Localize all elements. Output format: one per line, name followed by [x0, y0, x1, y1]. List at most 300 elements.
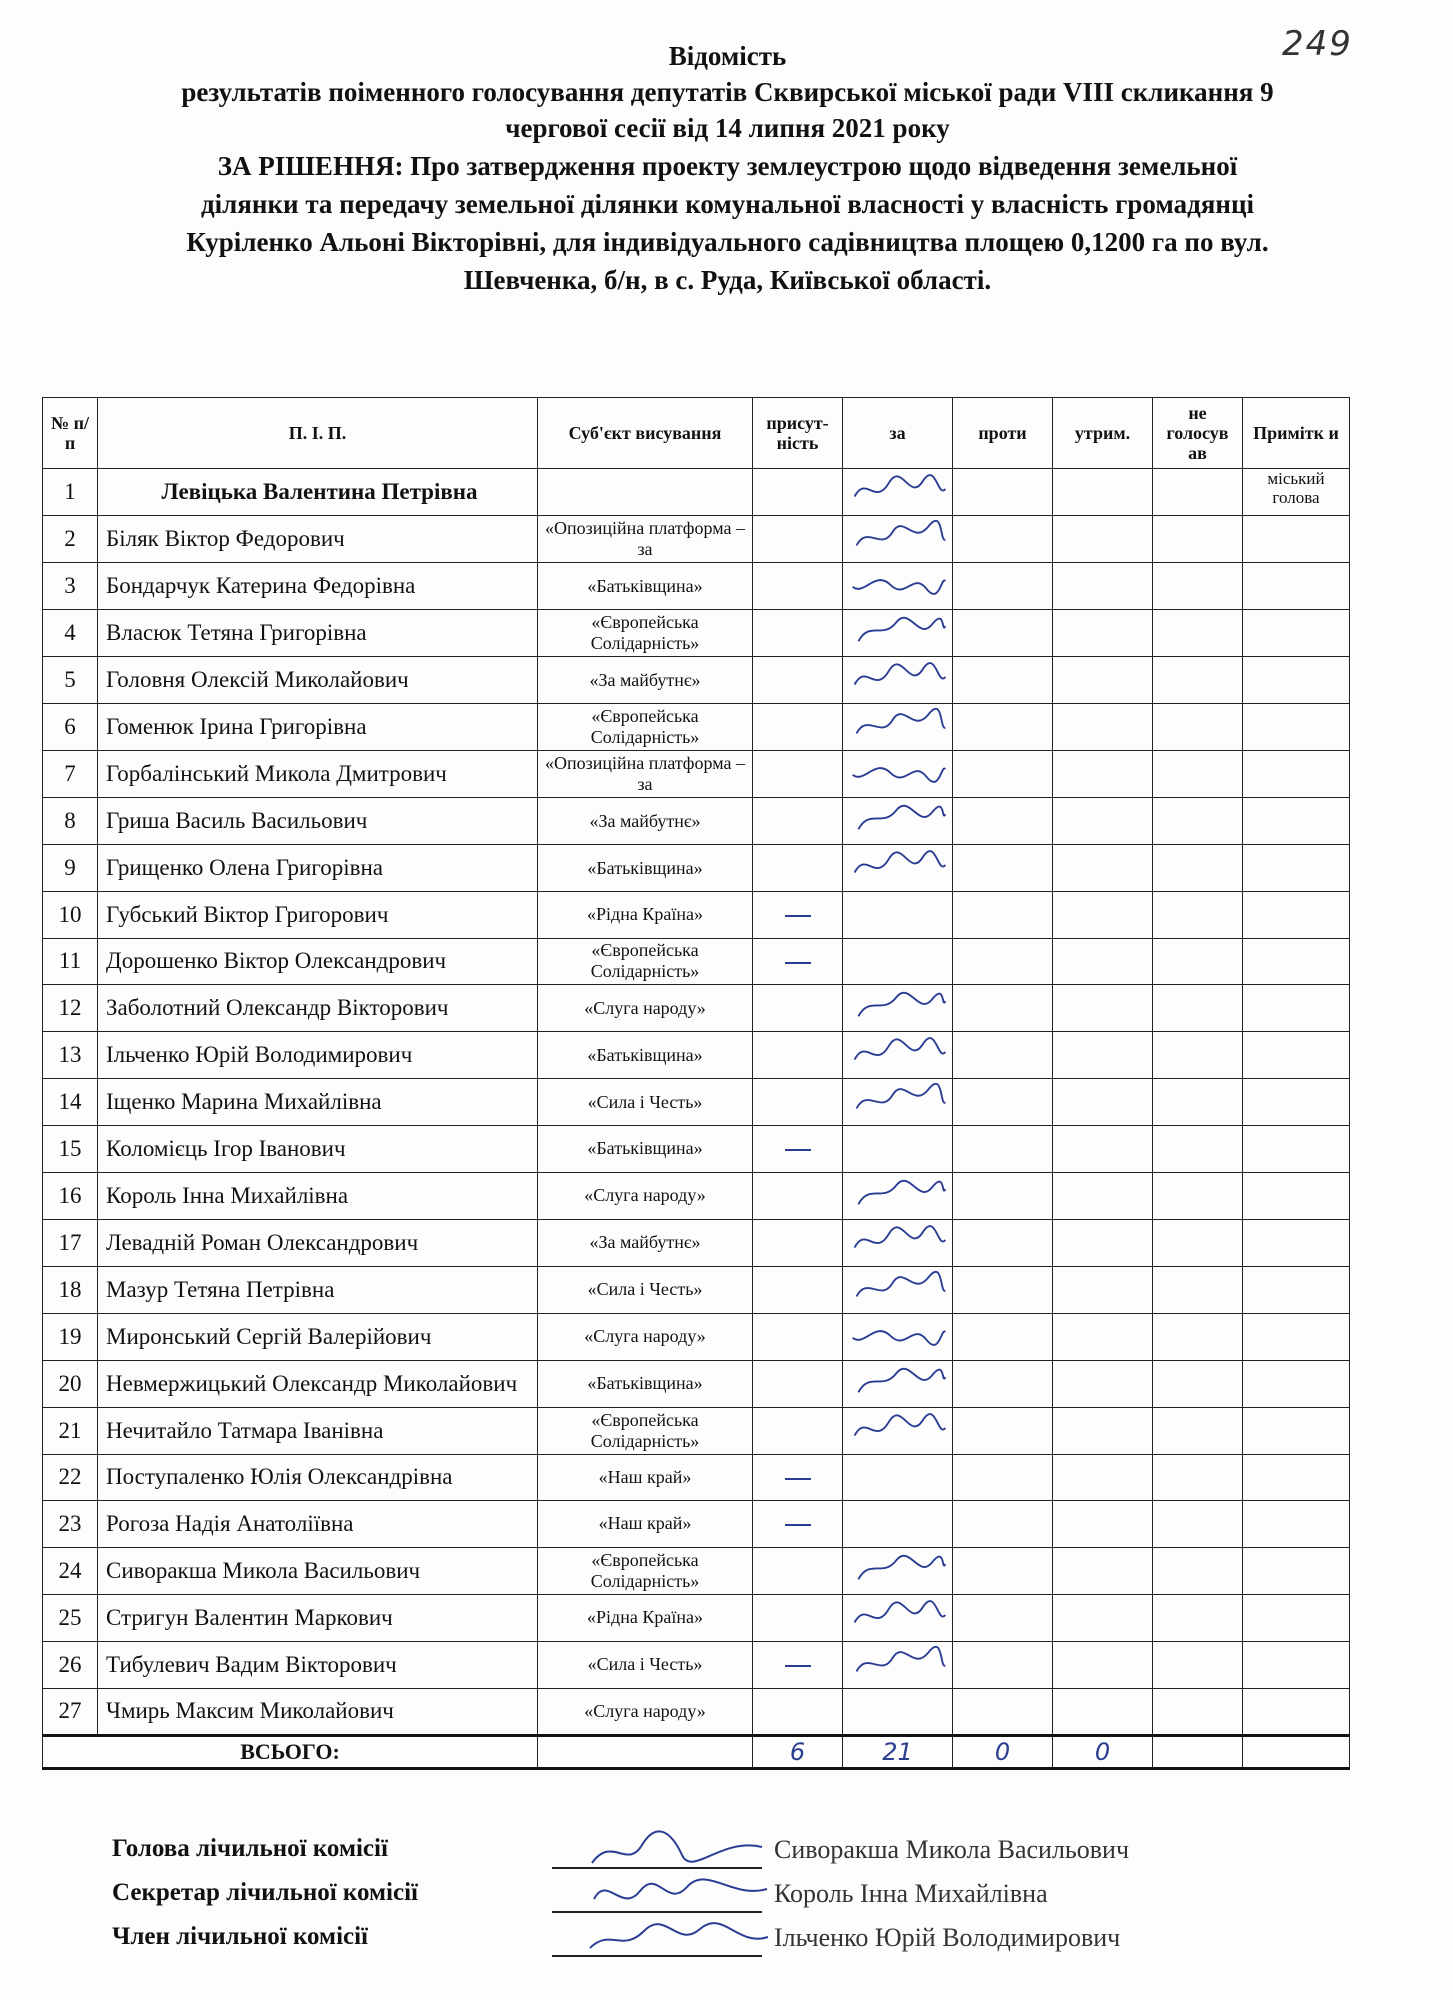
- vote-abstain-cell: [1053, 1454, 1153, 1501]
- note-cell: [1243, 610, 1350, 657]
- deputy-party: «Батьківщина»: [538, 1360, 753, 1407]
- deputy-party: «За майбутнє»: [538, 1219, 753, 1266]
- commission-person: Ільченко Юрій Володимирович: [774, 1923, 1121, 1952]
- vote-against-cell: [953, 1501, 1053, 1548]
- vote-for-cell: [843, 704, 953, 751]
- presence-cell: [753, 938, 843, 985]
- vote-against-cell: [953, 1407, 1053, 1454]
- note-cell: [1243, 516, 1350, 563]
- vote-for-cell: [843, 1641, 953, 1688]
- signature-image: [847, 1079, 951, 1119]
- deputy-party: «Європейська Солідарність»: [538, 1407, 753, 1454]
- vote-for-cell: [843, 938, 953, 985]
- table-header-row: [43, 398, 1350, 469]
- vote-against-cell: [953, 1219, 1053, 1266]
- note-cell: [1243, 892, 1350, 939]
- presence-cell: [753, 1266, 843, 1313]
- presence-cell: [753, 1454, 843, 1501]
- vote-for-cell: [843, 1126, 953, 1173]
- not-voted-cell: [1153, 1547, 1243, 1594]
- note-cell: [1243, 1454, 1350, 1501]
- vote-abstain-cell: [1053, 469, 1153, 516]
- row-num: 11: [43, 938, 98, 985]
- deputy-party: «За майбутнє»: [538, 798, 753, 845]
- deputy-name: Левадній Роман Олександрович: [98, 1219, 538, 1266]
- vote-against-cell: [953, 1688, 1053, 1736]
- note-cell: [1243, 1547, 1350, 1594]
- vote-for-cell: [843, 516, 953, 563]
- row-num: 26: [43, 1641, 98, 1688]
- row-num: 9: [43, 845, 98, 892]
- deputy-name: Рогоза Надія Анатоліївна: [98, 1501, 538, 1548]
- row-num: 15: [43, 1126, 98, 1173]
- note-cell: [1243, 1266, 1350, 1313]
- table-row: [43, 938, 1350, 985]
- row-num: 24: [43, 1547, 98, 1594]
- vote-for-cell: [843, 845, 953, 892]
- note-cell: [1243, 1032, 1350, 1079]
- row-num: 19: [43, 1313, 98, 1360]
- deputy-party: «Слуга народу»: [538, 1313, 753, 1360]
- signature-image: [847, 1642, 951, 1682]
- voting-table: [42, 397, 1350, 1770]
- vote-for-cell: [843, 1594, 953, 1641]
- note-cell: [1243, 1594, 1350, 1641]
- vote-for-cell: [843, 1501, 953, 1548]
- header-for: за: [843, 398, 953, 469]
- totals-party: [538, 1736, 753, 1769]
- not-voted-cell: [1153, 610, 1243, 657]
- vote-abstain-cell: [1053, 985, 1153, 1032]
- presence-cell: [753, 610, 843, 657]
- presence-cell: [753, 1501, 843, 1548]
- deputy-name: Гоменюк Ірина Григорівна: [98, 704, 538, 751]
- vote-for-cell: [843, 1266, 953, 1313]
- signature-image: [847, 1032, 951, 1072]
- vote-against-cell: [953, 1454, 1053, 1501]
- row-num: 4: [43, 610, 98, 657]
- deputy-party: «Сила і Честь»: [538, 1266, 753, 1313]
- deputy-party: «Європейська Солідарність»: [538, 704, 753, 751]
- table-row: [43, 1594, 1350, 1641]
- presence-cell: [753, 516, 843, 563]
- deputy-name: Гриша Василь Васильович: [98, 798, 538, 845]
- not-voted-cell: [1153, 1688, 1243, 1736]
- deputy-name: Нечитайло Татмара Іванівна: [98, 1407, 538, 1454]
- row-num: 10: [43, 892, 98, 939]
- vote-for-cell: [843, 1547, 953, 1594]
- not-voted-cell: [1153, 798, 1243, 845]
- vote-for-cell: [843, 798, 953, 845]
- row-num: 12: [43, 985, 98, 1032]
- table-row: [43, 1313, 1350, 1360]
- deputy-name: Головня Олексій Миколайович: [98, 657, 538, 704]
- absence-dash: [785, 1149, 811, 1151]
- commission-row: [112, 1923, 1262, 1967]
- signature-image: [847, 1173, 951, 1213]
- table-row: [43, 845, 1350, 892]
- deputy-name: Тибулевич Вадим Вікторович: [98, 1641, 538, 1688]
- row-num: 2: [43, 516, 98, 563]
- signature-image: [847, 798, 951, 838]
- header-present: присут-ність: [753, 398, 843, 469]
- vote-against-cell: [953, 985, 1053, 1032]
- row-num: 21: [43, 1407, 98, 1454]
- vote-abstain-cell: [1053, 516, 1153, 563]
- decision-line-3: Куріленко Альоні Вікторівні, для індивідуального садівництва площею 0,1200 га по вул.: [186, 227, 1269, 257]
- presence-cell: [753, 704, 843, 751]
- note-cell: [1243, 1313, 1350, 1360]
- page-number: 249: [1282, 24, 1353, 64]
- vote-for-cell: [843, 985, 953, 1032]
- vote-for-cell: [843, 892, 953, 939]
- deputy-name: Ільченко Юрій Володимирович: [98, 1032, 538, 1079]
- document-subtitle-line-1: результатів поіменного голосування депутатів Сквирської міської ради VIII скликання 9: [181, 77, 1274, 107]
- signature-image: [847, 516, 951, 556]
- table-body: [43, 469, 1350, 1736]
- vote-abstain-cell: [1053, 1313, 1153, 1360]
- not-voted-cell: [1153, 1501, 1243, 1548]
- totals-for: 21: [843, 1736, 953, 1769]
- vote-for-cell: [843, 751, 953, 798]
- not-voted-cell: [1153, 1360, 1243, 1407]
- vote-for-cell: [843, 1454, 953, 1501]
- deputy-party: «Наш край»: [538, 1501, 753, 1548]
- not-voted-cell: [1153, 1032, 1243, 1079]
- vote-against-cell: [953, 1313, 1053, 1360]
- not-voted-cell: [1153, 892, 1243, 939]
- not-voted-cell: [1153, 1266, 1243, 1313]
- vote-against-cell: [953, 704, 1053, 751]
- vote-abstain-cell: [1053, 1360, 1153, 1407]
- row-num: 13: [43, 1032, 98, 1079]
- deputy-name: Сиворакша Микола Васильович: [98, 1547, 538, 1594]
- deputy-name: Горбалінський Микола Дмитрович: [98, 751, 538, 798]
- presence-cell: [753, 1407, 843, 1454]
- commission-role: Член лічильної комісії: [112, 1923, 369, 1950]
- table-row: [43, 1547, 1350, 1594]
- deputy-party: «За майбутнє»: [538, 657, 753, 704]
- vote-abstain-cell: [1053, 704, 1153, 751]
- table-row: [43, 1501, 1350, 1548]
- row-num: 17: [43, 1219, 98, 1266]
- vote-for-cell: [843, 1079, 953, 1126]
- signature-image: [847, 469, 951, 509]
- note-cell: [1243, 1360, 1350, 1407]
- row-num: 22: [43, 1454, 98, 1501]
- presence-cell: [753, 1547, 843, 1594]
- not-voted-cell: [1153, 1079, 1243, 1126]
- vote-abstain-cell: [1053, 1172, 1153, 1219]
- signature-image: [847, 563, 951, 603]
- not-voted-cell: [1153, 1641, 1243, 1688]
- deputy-name: Бондарчук Катерина Федорівна: [98, 563, 538, 610]
- deputy-name: Поступаленко Юлія Олександрівна: [98, 1454, 538, 1501]
- vote-against-cell: [953, 516, 1053, 563]
- presence-cell: [753, 1219, 843, 1266]
- note-cell: [1243, 657, 1350, 704]
- absence-dash: [785, 1524, 811, 1526]
- vote-against-cell: [953, 1266, 1053, 1313]
- deputy-party: «Рідна Країна»: [538, 1594, 753, 1641]
- deputy-party: «Батьківщина»: [538, 1032, 753, 1079]
- vote-abstain-cell: [1053, 845, 1153, 892]
- deputy-party: «Слуга народу»: [538, 1172, 753, 1219]
- table-row: [43, 563, 1350, 610]
- commission-person: Сиворакша Микола Васильович: [774, 1835, 1130, 1864]
- header-against: проти: [953, 398, 1053, 469]
- note-cell: [1243, 985, 1350, 1032]
- signature-image: [847, 1267, 951, 1307]
- presence-cell: [753, 892, 843, 939]
- table-row: [43, 704, 1350, 751]
- not-voted-cell: [1153, 657, 1243, 704]
- vote-against-cell: [953, 798, 1053, 845]
- not-voted-cell: [1153, 751, 1243, 798]
- presence-cell: [753, 1360, 843, 1407]
- deputy-party: «Слуга народу»: [538, 985, 753, 1032]
- not-voted-cell: [1153, 1594, 1243, 1641]
- totals-against: 0: [953, 1736, 1053, 1769]
- vote-abstain-cell: [1053, 610, 1153, 657]
- note-cell: [1243, 1219, 1350, 1266]
- vote-against-cell: [953, 1126, 1053, 1173]
- deputy-name: Іщенко Марина Михайлівна: [98, 1079, 538, 1126]
- commission-role: Голова лічильної комісії: [112, 1835, 388, 1862]
- table-row: [43, 1079, 1350, 1126]
- vote-against-cell: [953, 1079, 1053, 1126]
- vote-abstain-cell: [1053, 657, 1153, 704]
- table-row: [43, 610, 1350, 657]
- note-cell: [1243, 1688, 1350, 1736]
- signature-line: [552, 1955, 762, 1957]
- not-voted-cell: [1153, 1313, 1243, 1360]
- signature-image: [847, 1314, 951, 1354]
- presence-cell: [753, 469, 843, 516]
- vote-against-cell: [953, 1172, 1053, 1219]
- vote-abstain-cell: [1053, 1641, 1153, 1688]
- presence-cell: [753, 751, 843, 798]
- not-voted-cell: [1153, 845, 1243, 892]
- absence-dash: [785, 1478, 811, 1480]
- table-row: [43, 1032, 1350, 1079]
- table-row: [43, 1266, 1350, 1313]
- table-row: [43, 751, 1350, 798]
- note-cell: [1243, 1501, 1350, 1548]
- note-cell: [1243, 751, 1350, 798]
- vote-against-cell: [953, 845, 1053, 892]
- row-num: 25: [43, 1594, 98, 1641]
- vote-for-cell: [843, 1688, 953, 1736]
- vote-against-cell: [953, 1360, 1053, 1407]
- deputy-party: «Батьківщина»: [538, 1126, 753, 1173]
- row-num: 27: [43, 1688, 98, 1736]
- vote-abstain-cell: [1053, 892, 1153, 939]
- vote-abstain-cell: [1053, 938, 1153, 985]
- deputy-name: Коломієць Ігор Іванович: [98, 1126, 538, 1173]
- table-row: [43, 1688, 1350, 1736]
- presence-cell: [753, 1688, 843, 1736]
- note-cell: [1243, 798, 1350, 845]
- header-notes: Примітк и: [1243, 398, 1350, 469]
- vote-against-cell: [953, 1594, 1053, 1641]
- absence-dash: [785, 915, 811, 917]
- presence-cell: [753, 845, 843, 892]
- not-voted-cell: [1153, 938, 1243, 985]
- presence-cell: [753, 798, 843, 845]
- vote-abstain-cell: [1053, 751, 1153, 798]
- deputy-name: Мазур Тетяна Петрівна: [98, 1266, 538, 1313]
- presence-cell: [753, 985, 843, 1032]
- presence-cell: [753, 563, 843, 610]
- table-row: [43, 657, 1350, 704]
- vote-for-cell: [843, 1407, 953, 1454]
- table-row: [43, 1407, 1350, 1454]
- signature-image: [847, 1220, 951, 1260]
- note-cell: [1243, 845, 1350, 892]
- document-subtitle-line-2: чергової сесії від 14 липня 2021 року: [505, 113, 950, 143]
- vote-for-cell: [843, 469, 953, 516]
- note-cell: [1243, 1407, 1350, 1454]
- row-num: 7: [43, 751, 98, 798]
- deputy-party: «Наш край»: [538, 1454, 753, 1501]
- table-row: [43, 469, 1350, 516]
- commission-person: Король Інна Михайлівна: [774, 1879, 1048, 1908]
- not-voted-cell: [1153, 1126, 1243, 1173]
- presence-cell: [753, 657, 843, 704]
- table-row: [43, 1219, 1350, 1266]
- document-header: [30, 38, 1425, 298]
- deputy-party: «Сила і Честь»: [538, 1079, 753, 1126]
- presence-cell: [753, 1313, 843, 1360]
- signature-image: [847, 1595, 951, 1635]
- signature-image: [847, 657, 951, 697]
- deputy-name: Невмержицький Олександр Миколайович: [98, 1360, 538, 1407]
- signature-image: [847, 1408, 951, 1448]
- table-row: [43, 1641, 1350, 1688]
- vote-abstain-cell: [1053, 563, 1153, 610]
- presence-cell: [753, 1032, 843, 1079]
- header-abstain: утрим.: [1053, 398, 1153, 469]
- vote-against-cell: [953, 563, 1053, 610]
- note-cell: [1243, 938, 1350, 985]
- deputy-party: «Опозиційна платформа – за: [538, 751, 753, 798]
- vote-against-cell: [953, 892, 1053, 939]
- signature-image: [847, 1361, 951, 1401]
- vote-abstain-cell: [1053, 1407, 1153, 1454]
- deputy-name: Власюк Тетяна Григорівна: [98, 610, 538, 657]
- header-not-voted: не голосув ав: [1153, 398, 1243, 469]
- vote-abstain-cell: [1053, 1126, 1153, 1173]
- vote-abstain-cell: [1053, 1688, 1153, 1736]
- note-cell: [1243, 563, 1350, 610]
- not-voted-cell: [1153, 985, 1243, 1032]
- decision-line-4: Шевченка, б/н, в с. Руда, Київської області.: [463, 265, 992, 295]
- totals-abstain: 0: [1053, 1736, 1153, 1769]
- presence-cell: [753, 1079, 843, 1126]
- vote-abstain-cell: [1053, 1079, 1153, 1126]
- table-row: [43, 798, 1350, 845]
- row-num: 14: [43, 1079, 98, 1126]
- not-voted-cell: [1153, 469, 1243, 516]
- row-num: 8: [43, 798, 98, 845]
- totals-present: 6: [753, 1736, 843, 1769]
- deputy-party: [538, 469, 753, 516]
- note-cell: [1243, 1079, 1350, 1126]
- signature-image: [847, 751, 951, 791]
- table-row: [43, 1360, 1350, 1407]
- not-voted-cell: [1153, 563, 1243, 610]
- signature-image: [847, 845, 951, 885]
- deputy-party: «Європейська Солідарність»: [538, 938, 753, 985]
- vote-abstain-cell: [1053, 1219, 1153, 1266]
- totals-label: ВСЬОГО:: [43, 1736, 538, 1769]
- deputy-name: Грищенко Олена Григорівна: [98, 845, 538, 892]
- note-cell: [1243, 1172, 1350, 1219]
- totals-row: [43, 1736, 1350, 1769]
- header-party: Суб'єкт висування: [538, 398, 753, 469]
- vote-abstain-cell: [1053, 1547, 1153, 1594]
- vote-against-cell: [953, 469, 1053, 516]
- presence-cell: [753, 1172, 843, 1219]
- vote-against-cell: [953, 610, 1053, 657]
- vote-abstain-cell: [1053, 1266, 1153, 1313]
- vote-abstain-cell: [1053, 1032, 1153, 1079]
- table-row: [43, 516, 1350, 563]
- row-num: 16: [43, 1172, 98, 1219]
- signature-image: [847, 1548, 951, 1588]
- signature-image: [847, 704, 951, 744]
- vote-against-cell: [953, 1547, 1053, 1594]
- deputy-party: «Батьківщина»: [538, 845, 753, 892]
- deputy-name: Чмирь Максим Миколайович: [98, 1688, 538, 1736]
- not-voted-cell: [1153, 516, 1243, 563]
- row-num: 5: [43, 657, 98, 704]
- presence-cell: [753, 1594, 843, 1641]
- vote-for-cell: [843, 563, 953, 610]
- row-num: 20: [43, 1360, 98, 1407]
- not-voted-cell: [1153, 1219, 1243, 1266]
- presence-cell: [753, 1126, 843, 1173]
- decision-line-2: ділянки та передачу земельної ділянки комунальної власності у власність громадянці: [201, 189, 1254, 219]
- table-row: [43, 1172, 1350, 1219]
- deputy-party: «Сила і Честь»: [538, 1641, 753, 1688]
- note-cell: [1243, 1126, 1350, 1173]
- deputy-name: Біляк Віктор Федорович: [98, 516, 538, 563]
- vote-for-cell: [843, 1360, 953, 1407]
- vote-abstain-cell: [1053, 1594, 1153, 1641]
- row-num: 18: [43, 1266, 98, 1313]
- deputy-name: Миронський Сергій Валерійович: [98, 1313, 538, 1360]
- not-voted-cell: [1153, 704, 1243, 751]
- row-num: 1: [43, 469, 98, 516]
- vote-for-cell: [843, 1313, 953, 1360]
- deputy-name: Заболотний Олександр Вікторович: [98, 985, 538, 1032]
- note-cell: [1243, 704, 1350, 751]
- not-voted-cell: [1153, 1172, 1243, 1219]
- row-num: 3: [43, 563, 98, 610]
- row-num: 23: [43, 1501, 98, 1548]
- vote-abstain-cell: [1053, 798, 1153, 845]
- counting-commission: [112, 1835, 1262, 1967]
- deputy-party: «Рідна Країна»: [538, 892, 753, 939]
- deputy-party: «Батьківщина»: [538, 563, 753, 610]
- deputy-name: Стригун Валентин Маркович: [98, 1594, 538, 1641]
- vote-for-cell: [843, 657, 953, 704]
- not-voted-cell: [1153, 1407, 1243, 1454]
- totals-notes: [1243, 1736, 1350, 1769]
- vote-for-cell: [843, 610, 953, 657]
